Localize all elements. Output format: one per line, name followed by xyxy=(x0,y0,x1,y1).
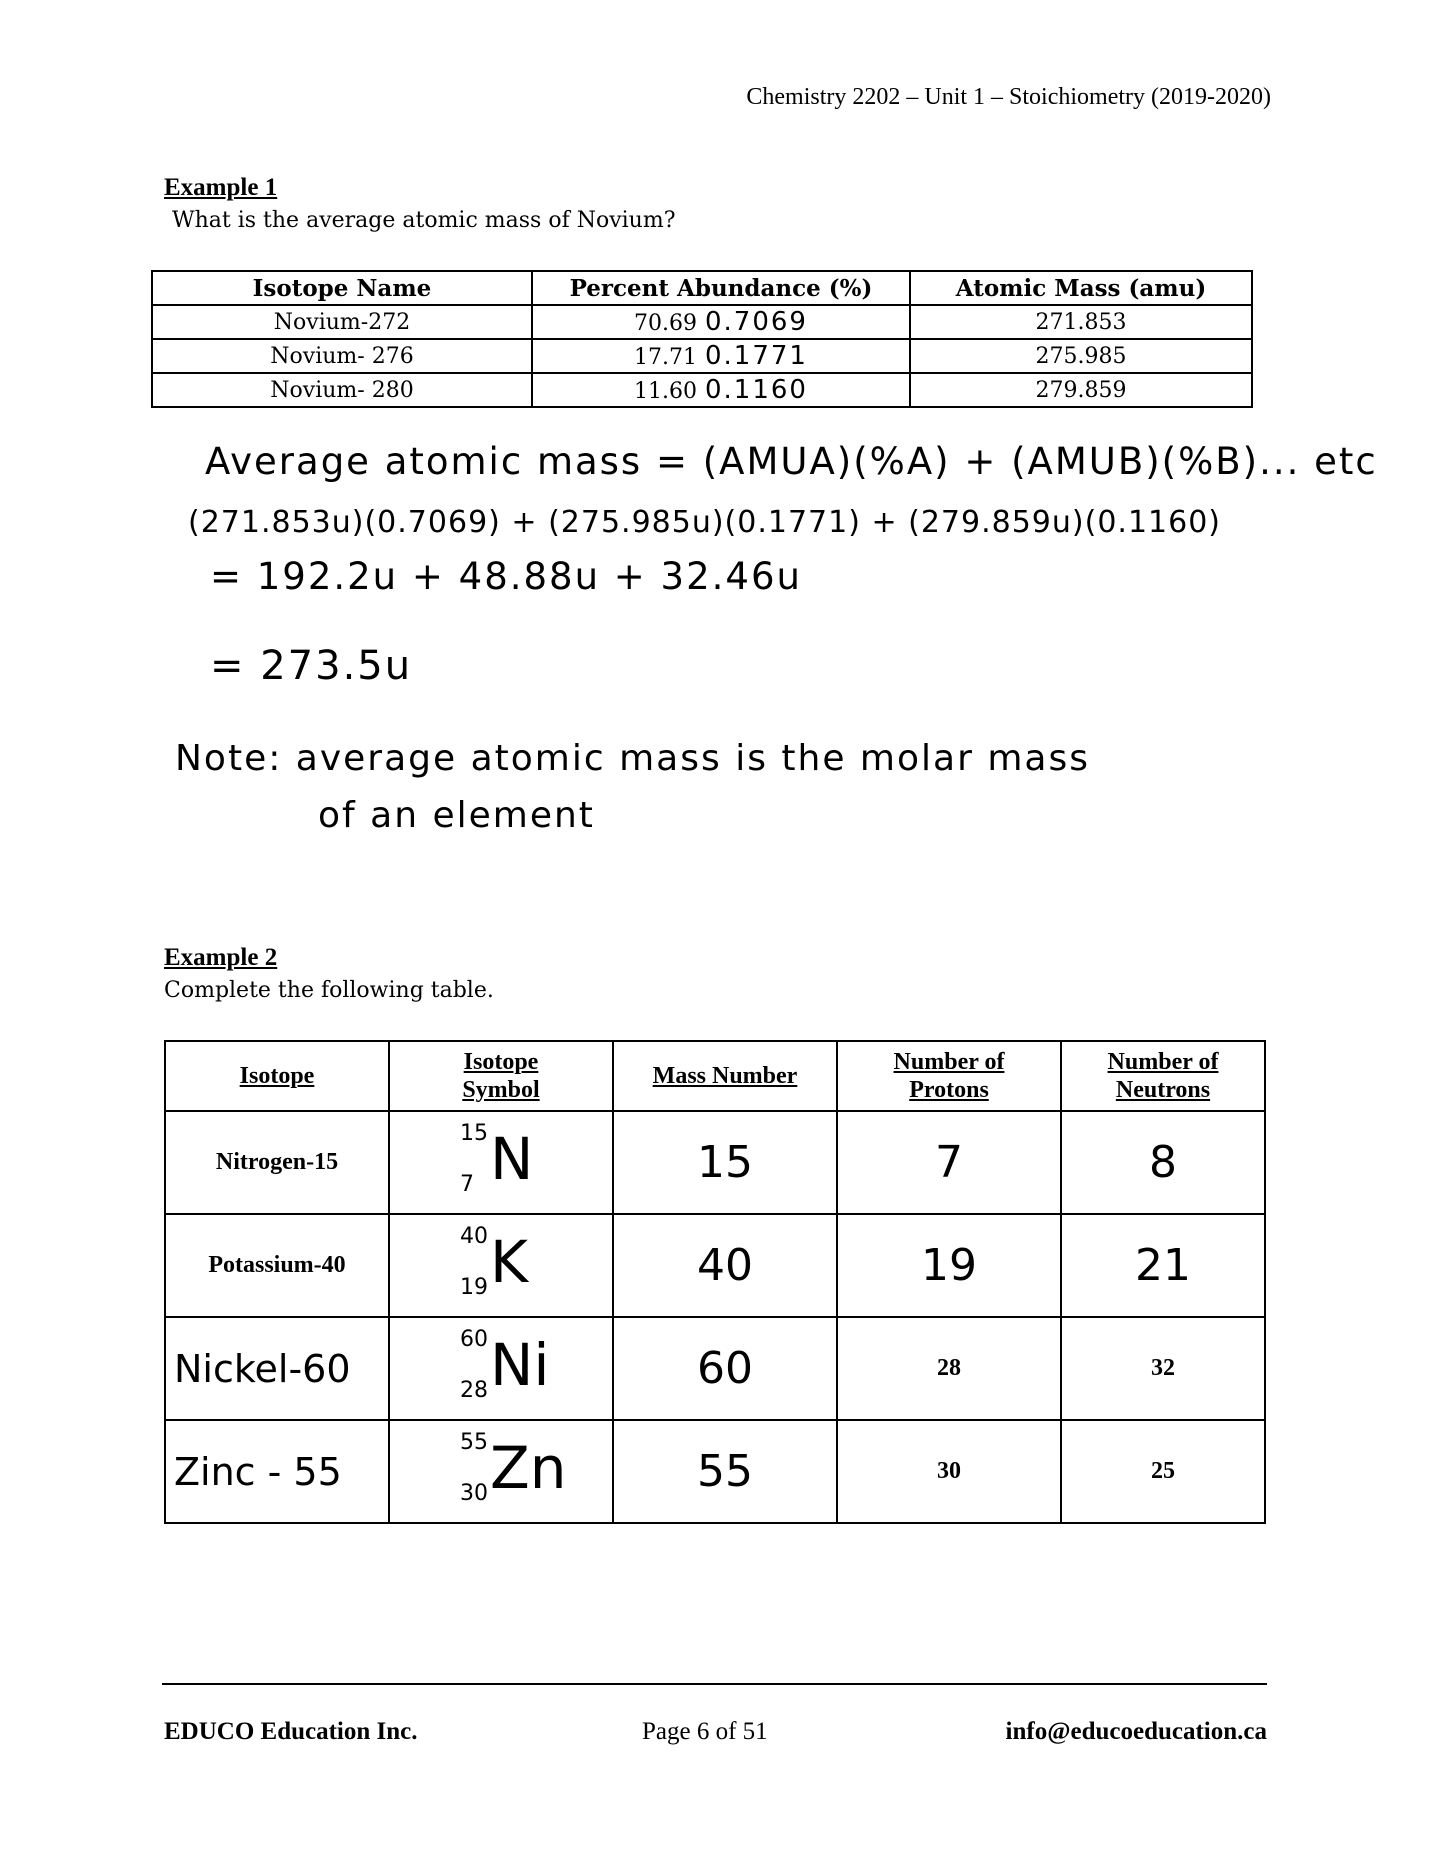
neutrons: 32 xyxy=(1061,1317,1265,1420)
isotope-name: Novium- 276 xyxy=(152,339,532,373)
isotope-symbol xyxy=(389,1214,613,1317)
isotope-name: Novium- 280 xyxy=(152,373,532,407)
decimal-handwritten: 0.1771 xyxy=(705,341,808,371)
note-line2-handwritten: of an element xyxy=(318,795,595,836)
atomic-mass: 275.985 xyxy=(910,339,1252,373)
percent-cell xyxy=(532,305,910,339)
mass-number: 55 xyxy=(613,1420,837,1523)
percent-cell xyxy=(532,373,910,407)
table-row xyxy=(165,1420,1265,1523)
symbol-element: Ni xyxy=(490,1331,550,1399)
mass-number: 60 xyxy=(613,1317,837,1420)
mass-number: 15 xyxy=(613,1111,837,1214)
col-atomic-mass: Atomic Mass (amu) xyxy=(910,271,1252,305)
symbol-element: N xyxy=(490,1125,534,1193)
isotope-name: Nickel-60 xyxy=(165,1317,389,1420)
table-header-row xyxy=(165,1041,1265,1111)
percent-value: 70.69 xyxy=(634,311,697,336)
novium-table xyxy=(151,270,1253,408)
atomic-mass: 279.859 xyxy=(910,373,1252,407)
table-row xyxy=(152,373,1252,407)
isotope-table xyxy=(164,1040,1266,1524)
protons: 30 xyxy=(837,1420,1061,1523)
example2-title: Example 2 xyxy=(164,944,278,971)
example2-instruction: Complete the following table. xyxy=(164,978,494,1003)
protons: 28 xyxy=(837,1317,1061,1420)
percent-value: 11.60 xyxy=(634,379,697,404)
neutrons: 21 xyxy=(1061,1214,1265,1317)
products-handwritten: = 192.2u + 48.88u + 32.46u xyxy=(210,555,802,598)
symbol-mass: 60 xyxy=(460,1327,488,1352)
symbol-atomic-number: 7 xyxy=(460,1172,474,1197)
symbol-element: Zn xyxy=(490,1434,567,1502)
table-row xyxy=(152,339,1252,373)
col-percent-abundance: Percent Abundance (%) xyxy=(532,271,910,305)
table-row xyxy=(152,305,1252,339)
col-protons: Number of Protons xyxy=(837,1041,1061,1111)
percent-value: 17.71 xyxy=(634,345,697,370)
note-line1-handwritten: Note: average atomic mass is the molar mass xyxy=(175,738,1090,779)
isotope-symbol xyxy=(389,1317,613,1420)
protons: 19 xyxy=(837,1214,1061,1317)
table-row xyxy=(165,1214,1265,1317)
symbol-mass: 55 xyxy=(460,1430,488,1455)
footer-divider xyxy=(162,1683,1267,1685)
example1-title: Example 1 xyxy=(164,174,278,201)
example1-question: What is the average atomic mass of Novium? xyxy=(172,208,676,233)
neutrons: 25 xyxy=(1061,1420,1265,1523)
footer-company: EDUCO Education Inc. xyxy=(164,1718,418,1745)
footer-email: info@educoeducation.ca xyxy=(1005,1718,1267,1745)
col-isotope-name: Isotope Name xyxy=(152,271,532,305)
symbol-element: K xyxy=(490,1228,529,1296)
col-isotope-symbol: Isotope Symbol xyxy=(389,1041,613,1111)
substitution-handwritten: (271.853u)(0.7069) + (275.985u)(0.1771) + (279.859u)(0.1160) xyxy=(188,505,1221,540)
result-handwritten: = 273.5u xyxy=(210,643,413,689)
isotope-name: Potassium-40 xyxy=(165,1214,389,1317)
symbol-mass: 15 xyxy=(460,1121,488,1146)
symbol-atomic-number: 28 xyxy=(460,1378,488,1403)
col-mass-number: Mass Number xyxy=(613,1041,837,1111)
formula-handwritten: Average atomic mass = (AMUA)(%A) + (AMUB)(%B)... etc xyxy=(205,440,1378,483)
table-row xyxy=(165,1317,1265,1420)
isotope-name: Novium-272 xyxy=(152,305,532,339)
course-header: Chemistry 2202 – Unit 1 – Stoichiometry (2019-2020) xyxy=(746,84,1271,110)
col-isotope: Isotope xyxy=(165,1041,389,1111)
table-row xyxy=(165,1111,1265,1214)
isotope-name: Nitrogen-15 xyxy=(165,1111,389,1214)
decimal-handwritten: 0.7069 xyxy=(705,307,808,337)
symbol-atomic-number: 30 xyxy=(460,1481,488,1506)
atomic-mass: 271.853 xyxy=(910,305,1252,339)
isotope-name: Zinc - 55 xyxy=(165,1420,389,1523)
table-header-row xyxy=(152,271,1252,305)
protons: 7 xyxy=(837,1111,1061,1214)
col-neutrons: Number of Neutrons xyxy=(1061,1041,1265,1111)
symbol-atomic-number: 19 xyxy=(460,1275,488,1300)
isotope-symbol xyxy=(389,1420,613,1523)
isotope-symbol xyxy=(389,1111,613,1214)
neutrons: 8 xyxy=(1061,1111,1265,1214)
mass-number: 40 xyxy=(613,1214,837,1317)
symbol-mass: 40 xyxy=(460,1224,488,1249)
decimal-handwritten: 0.1160 xyxy=(705,375,808,405)
percent-cell xyxy=(532,339,910,373)
footer-page-number: Page 6 of 51 xyxy=(642,1718,768,1745)
